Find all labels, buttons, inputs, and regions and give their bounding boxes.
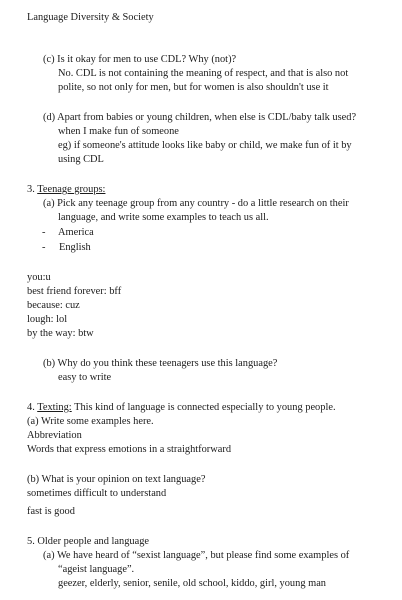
question-5a-line1: (a) We have heard of “sexist language”, but please find some examples of — [43, 550, 350, 561]
example-line: by the way: btw — [27, 328, 94, 339]
section3-number: 3. — [27, 184, 35, 195]
answer-d-line1: when I make fun of someone — [58, 126, 179, 137]
question-3a-line1: (a) Pick any teenage group from any country - do a little research on their — [43, 198, 349, 209]
question-4a: (a) Write some examples here. — [27, 416, 154, 427]
answer-3b: easy to write — [58, 372, 112, 383]
section4-heading — [27, 401, 336, 414]
page-title: Language Diversity & Society — [27, 12, 154, 23]
section3-title: Teenage groups: — [37, 184, 106, 195]
answer-c-line1: No. CDL is not containing the meaning of respect, and that is also not — [58, 68, 349, 79]
answer-4a-line1: Abbreviation — [27, 430, 82, 441]
section4-number: 4. — [27, 402, 35, 413]
answer-c-line2: polite, so not only for men, but for women is also shouldn't use it — [58, 82, 329, 93]
answer-4b-line1: sometimes difficult to understand — [27, 488, 167, 499]
answer-d-line3: using CDL — [58, 154, 104, 165]
list-item-label: English — [59, 242, 91, 253]
example-line: best friend forever: bff — [27, 286, 122, 297]
question-4b: (b) What is your opinion on text language? — [27, 474, 206, 485]
answer-5a: geezer, elderly, senior, senile, old school, kiddo, girl, young man — [58, 578, 327, 589]
question-c: (c) Is it okay for men to use CDL? Why (not)? — [43, 54, 237, 65]
answer-4a-line2: Words that express emotions in a straightforward — [27, 444, 232, 455]
list-item — [42, 241, 91, 254]
list-item — [42, 226, 94, 239]
example-line: lough: lol — [27, 314, 68, 325]
question-5a-line2: “ageist language”. — [58, 564, 135, 575]
question-3b: (b) Why do you think these teenagers use this language? — [43, 358, 278, 369]
example-line: you:u — [27, 272, 51, 283]
section4-title: Texting: — [37, 402, 72, 413]
section4-rest: This kind of language is connected especially to young people. — [71, 402, 336, 413]
question-3a-line2: language, and write some examples to teach us all. — [58, 212, 269, 223]
answer-d-line2: eg) if someone's attitude looks like baby or child, we make fun of it by — [58, 140, 352, 151]
bullet-dash: - — [42, 227, 46, 238]
question-d: (d) Apart from babies or young children, when else is CDL/baby talk used? — [43, 112, 357, 123]
answer-4b-line2: fast is good — [27, 506, 75, 517]
section5-heading: 5. Older people and language — [27, 536, 150, 547]
bullet-dash: - — [42, 242, 46, 253]
example-line: because: cuz — [27, 300, 80, 311]
section3-heading — [27, 183, 105, 196]
list-item-label: America — [58, 227, 94, 238]
